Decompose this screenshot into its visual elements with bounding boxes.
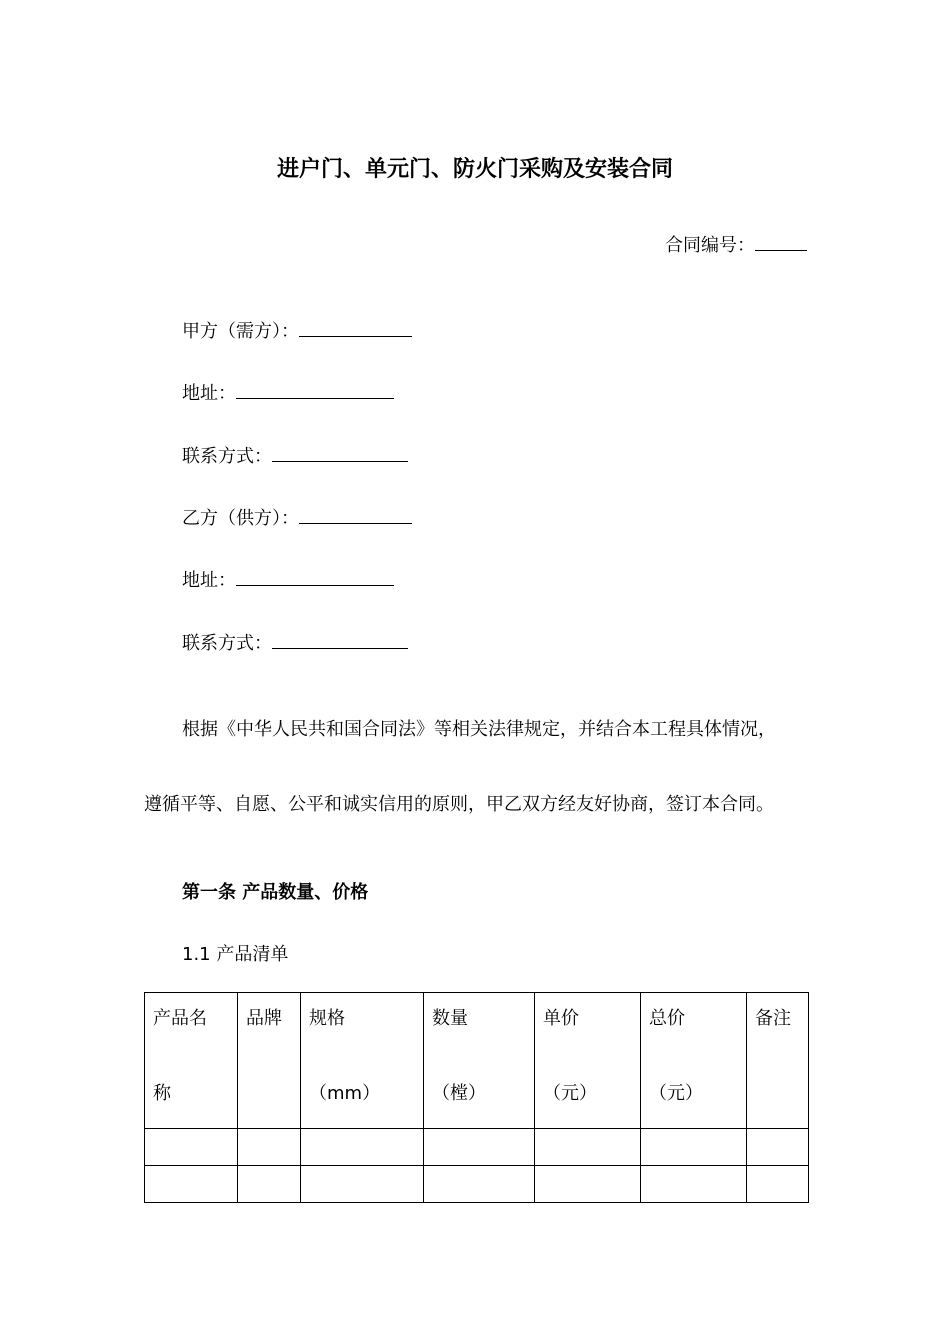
- table-cell[interactable]: [641, 1166, 747, 1203]
- table-cell[interactable]: [145, 1166, 238, 1203]
- party-a-contact-label: 联系方式：: [182, 446, 272, 467]
- party-b-contact-field: [182, 630, 408, 657]
- party-b-name-label: 乙方（供方）：: [182, 508, 299, 529]
- party-b-address-label: 地址：: [182, 570, 236, 591]
- table-row: [145, 1129, 809, 1166]
- column-header-quantity: 数量 （樘）: [424, 993, 535, 1129]
- contract-title: 进户门、单元门、防火门采购及安装合同: [276, 157, 673, 182]
- party-a-name-field: [182, 318, 412, 345]
- table-cell[interactable]: [238, 1129, 301, 1166]
- party-a-address-blank[interactable]: [236, 380, 394, 399]
- party-b-contact-label: 联系方式：: [182, 633, 272, 654]
- contract-number-blank[interactable]: [755, 232, 807, 251]
- party-b-address-blank[interactable]: [236, 567, 394, 586]
- party-a-contact-blank[interactable]: [272, 443, 408, 462]
- preamble-line-2: 遵循平等、自愿、公平和诚实信用的原则，甲乙双方经友好协商，签订本合同。: [144, 794, 774, 815]
- article-1-subheading: 1.1 产品清单: [182, 944, 289, 965]
- column-header-brand: 品牌: [238, 993, 301, 1129]
- party-a-address-field: [182, 380, 394, 407]
- table-cell[interactable]: [145, 1129, 238, 1166]
- contract-number: [665, 232, 807, 259]
- party-a-name-blank[interactable]: [299, 318, 412, 337]
- table-cell[interactable]: [238, 1166, 301, 1203]
- table-cell[interactable]: [535, 1129, 641, 1166]
- column-header-unit-price: 单价 （元）: [535, 993, 641, 1129]
- table-row: [145, 1166, 809, 1203]
- column-header-spec: 规格 （mm）: [301, 993, 424, 1129]
- table-cell[interactable]: [641, 1129, 747, 1166]
- article-1-heading: 第一条 产品数量、价格: [182, 882, 369, 903]
- table-header-row: [145, 993, 809, 1129]
- table-cell[interactable]: [747, 1166, 809, 1203]
- column-header-total-price: 总价 （元）: [641, 993, 747, 1129]
- column-header-product-name: 产品名 称: [145, 993, 238, 1129]
- table-cell[interactable]: [747, 1129, 809, 1166]
- product-table: [144, 992, 809, 1203]
- preamble-line-1: 根据《中华人民共和国合同法》等相关法律规定，并结合本工程具体情况，: [182, 719, 776, 740]
- contract-number-label: 合同编号：: [665, 235, 755, 256]
- party-b-address-field: [182, 567, 394, 594]
- table-cell[interactable]: [535, 1166, 641, 1203]
- party-b-name-blank[interactable]: [299, 505, 412, 524]
- table-cell[interactable]: [424, 1166, 535, 1203]
- column-header-remarks: 备注: [747, 993, 809, 1129]
- table-cell[interactable]: [424, 1129, 535, 1166]
- party-b-contact-blank[interactable]: [272, 630, 408, 649]
- party-b-name-field: [182, 505, 412, 532]
- party-a-contact-field: [182, 443, 408, 470]
- party-a-address-label: 地址：: [182, 383, 236, 404]
- party-a-name-label: 甲方（需方）：: [182, 321, 299, 342]
- table-cell[interactable]: [301, 1129, 424, 1166]
- table-cell[interactable]: [301, 1166, 424, 1203]
